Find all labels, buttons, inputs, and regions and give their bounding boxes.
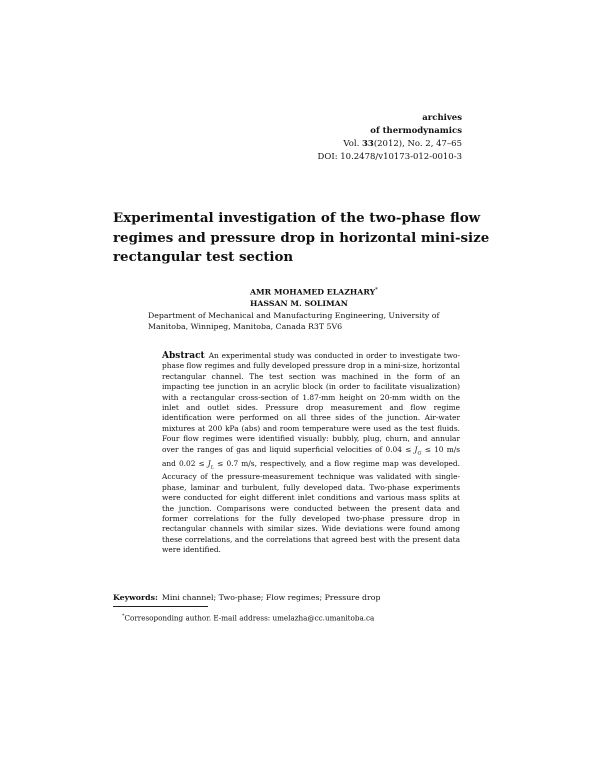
abstract-text-2: ≤ 10 m/s and 0.02 ≤ xyxy=(162,444,461,468)
keywords-text: Mini channel; Two-phase; Flow regimes; Pressure drop xyxy=(161,593,381,602)
jl-symbol: J xyxy=(207,458,211,468)
footnote xyxy=(122,611,374,623)
keywords xyxy=(113,592,380,603)
author-1-name: AMR MOHAMED ELAZHARY xyxy=(250,287,376,297)
affiliation: Department of Mechanical and Manufacturing Engineering, University of Manitoba, Winnipeg, Manitoba, Canada R3T 5V6 xyxy=(148,311,440,331)
journal-name-line2: of thermodynamics xyxy=(370,126,462,136)
author-list xyxy=(250,285,378,309)
footnote-text: Corresoponding author. E-mail address: umelazha@cc.umanitoba.ca xyxy=(124,613,375,623)
jg-subscript: G xyxy=(417,450,422,457)
journal-name-line1: archives xyxy=(422,113,462,123)
jl-subscript: L xyxy=(210,464,215,470)
jg-symbol: J xyxy=(414,444,418,454)
keywords-heading: Keywords: xyxy=(113,593,158,602)
volume-info xyxy=(318,138,462,151)
paper-title: Experimental investigation of the two-phase flow regimes and pressure drop in horizontal mini-size rectangular test section xyxy=(113,210,490,265)
abstract-text-3: ≤ 0.7 m/s, respectively, and a flow regime map was developed. Accuracy of the pressure-measurement technique was validated with single-phase, laminar and turbulent, fully developed data. Two-phase experiments were conducted for eight different inlet conditions and various mass splits at the junction. Comparisons were conducted between the present data and former correlations for the fully developed two-phase pressure drop in rectangular channels with similar sizes. Wide deviations were found among these correlations, and the correlations that agreed best with the present data were identified. xyxy=(162,458,461,555)
journal-header xyxy=(318,112,462,164)
volume-number: 33 xyxy=(361,139,374,149)
volume-prefix: Vol. xyxy=(343,139,362,149)
corresponding-author-mark: * xyxy=(375,287,378,293)
volume-suffix: (2012), No. 2, 47–65 xyxy=(373,139,462,149)
abstract-text-1: An experimental study was conducted in order to investigate two-phase flow regimes and fully developed pressure drop in a mini-size, horizontal rectangular channel. The test section was machined in the form of an impacting tee junction in an acrylic block (in order to facilitate visualization) with a rectangular cross-section of 1.87-mm height on 20-mm width on the inlet and outlet sides. Pressure drop measurement and flow regime identification were performed on all three sides of the junction. Air-water mixtures at 200 kPa (abs) and room temperature were used as the test fluids. Four flow regimes were identified visually: bubbly, plug, churn, and annular over the ranges of gas and liquid superficial velocities of 0.04 ≤ xyxy=(162,351,460,454)
doi: DOI: 10.2478/v10173-012-0010-3 xyxy=(317,152,462,162)
author-2: HASSAN M. SOLIMAN xyxy=(250,298,348,308)
abstract-heading: Abstract xyxy=(162,351,205,361)
abstract xyxy=(162,351,460,556)
footnote-rule xyxy=(113,606,208,607)
footnote-mark: * xyxy=(122,613,125,619)
author-1 xyxy=(250,285,378,298)
